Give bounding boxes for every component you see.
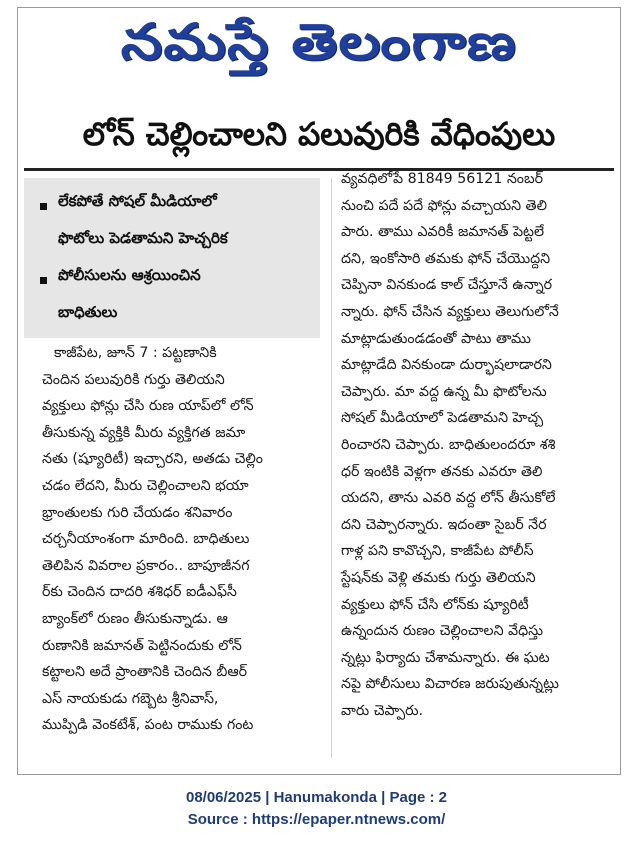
column-divider bbox=[331, 178, 332, 758]
article-text-line: చెప్పినా వినకుండ కాల్ చేస్తూనే ఉన్నార bbox=[341, 277, 553, 294]
source-link[interactable]: Source : https://epaper.ntnews.com/ bbox=[187, 811, 446, 828]
newspaper-clipping bbox=[17, 7, 621, 775]
article-text-line: యదని, తాను ఎవరి వద్ద లోన్ తీసుకోలే bbox=[341, 490, 556, 507]
article-text-line: కట్టాలని అదే ప్రాంతానికి చెందిన బీఆర్ bbox=[42, 664, 248, 681]
article-text-line: వ్యక్తులు ఫోన్లు చేసి రుణ యాప్‌లో లోన్ bbox=[42, 398, 254, 415]
article-text-line: ర్‌కు చెందిన దాదరి శశిధర్ ఐడీఎఫ్‌సీ bbox=[42, 584, 237, 601]
article-text-line: చడం లేదని, మీరు చెల్లించాలని భయా bbox=[42, 478, 249, 494]
publication-info: 08/06/2025 | Hanumakonda | Page : 2 bbox=[185, 789, 447, 806]
article-text-line: దని చెప్పారన్నారు. ఇదంతా సైబర్ నేర bbox=[341, 516, 547, 533]
article-text-line: స్టేషన్‌కు వెళ్లి తమకు గుర్తు తెలియని bbox=[341, 570, 536, 586]
article-text-line: రించారని చెప్పారు. బాధితులందరూ శశి bbox=[341, 437, 556, 453]
article-text-line: భ్రాంతులకు గురి చేయడం శనివారం bbox=[42, 504, 233, 521]
article-text-line: బ్యాంక్‌లో రుణం తీసుకున్నాడు. ఆ bbox=[42, 611, 228, 627]
footer bbox=[0, 787, 633, 831]
article-text-line: నపై పోలీసులు విచారణ జరుపుతున్నట్లు bbox=[341, 676, 559, 693]
masthead bbox=[18, 8, 620, 88]
newspaper-logo: నమస్తే తెలంగాణ bbox=[121, 12, 517, 71]
article-text-line: చెప్పారు. మా వద్ద ఉన్న మీ ఫొటోలను bbox=[341, 383, 547, 400]
article-text-line: కాజీపేట, జూన్ 7 : పట్టణానికి bbox=[54, 345, 217, 361]
article-text-line: న్నారు. ఫోన్ చేసిన వ్యక్తులు తెలుగులోనే bbox=[341, 304, 559, 320]
article-text-line: చర్చనీయాంశంగా మారింది. బాధితులు bbox=[42, 531, 250, 548]
article-text-line: చెందిన పలువురికి గుర్తు తెలియని bbox=[42, 371, 225, 388]
article-text-line: గాళ్ల పని కావొచ్చని, కాజీపేట పోలీస్ bbox=[341, 543, 534, 560]
article-text-line: వ్యక్తులు ఫోన్ చేసి లోన్‌కు ష్యూరిటీ bbox=[341, 596, 529, 613]
article-headline: లోన్ చెల్లించాలని పలువురికి వేధింపులు bbox=[82, 115, 556, 153]
article-text-line: ధర్ ఇంటికి వెళ్లగా తనకు ఎవరూ తెలి bbox=[341, 463, 543, 480]
article-text-line: తీసుకున్న వ్యక్తికి మీరు వ్యక్తిగత జమా bbox=[42, 424, 246, 441]
article-text-line: మాట్లాడేది వినకుండా దుర్భాషలాడారని bbox=[341, 357, 552, 374]
article-text-line: సోషల్ మీడియాలో పెడతామని హెచ్చ bbox=[341, 410, 544, 427]
article-text-line: తెలిపిన వివరాల ప్రకారం.. బాపూజీనగ bbox=[42, 557, 250, 574]
bullet-icon bbox=[40, 203, 47, 210]
article-text-line: రుణానికి జమానత్ పెట్టినందుకు లోన్ bbox=[42, 637, 242, 654]
article-text-line: దని, ఇంకోసారి తమకు ఫోన్ చేయొద్దని bbox=[341, 250, 551, 267]
highlight-line: పోలీసులను ఆశ్రయించిన bbox=[58, 266, 201, 284]
article-text-line: ఉన్నందున రుణం చెల్లించాలని వేధిస్తు bbox=[341, 623, 544, 640]
article-text-line: న్నట్లు ఫిర్యాదు చేశామన్నారు. ఈ ఘట bbox=[341, 649, 550, 666]
article-text-line: ఎస్ నాయకుడు గబ్బెట శ్రీనివాస్, bbox=[42, 690, 219, 707]
highlight-line: లేకపోతే సోషల్ మీడియాలో bbox=[58, 192, 217, 210]
article-text-line: ముప్పిడి వెంకటేశ్, పంట రాముకు గంట bbox=[42, 717, 254, 734]
article-text-line: నుంచి పదే పదే ఫోన్లు వచ్చాయని తెలి bbox=[341, 197, 547, 214]
bullet-icon bbox=[40, 277, 47, 284]
article-text-line: మాట్లాడుతుండడంతో పాటు తాము bbox=[341, 330, 531, 347]
article-text-line: వారు చెప్పారు. bbox=[341, 703, 423, 719]
highlight-line: ఫొటోలు పెడతామని హెచ్చరిక bbox=[58, 229, 228, 247]
highlights-box bbox=[24, 178, 320, 338]
article-text-line: నతు (ష్యూరిటీ) ఇచ్చారని, అతడు చెల్లిం bbox=[42, 451, 263, 468]
article-text-line: పారు. తాము ఎవరికీ జమానత్ పెట్టలే bbox=[341, 224, 545, 241]
highlight-line: బాధితులు bbox=[58, 303, 118, 321]
article-text-line: వ్యవధిలోపే 81849 56121 నంబర్ bbox=[341, 171, 544, 187]
